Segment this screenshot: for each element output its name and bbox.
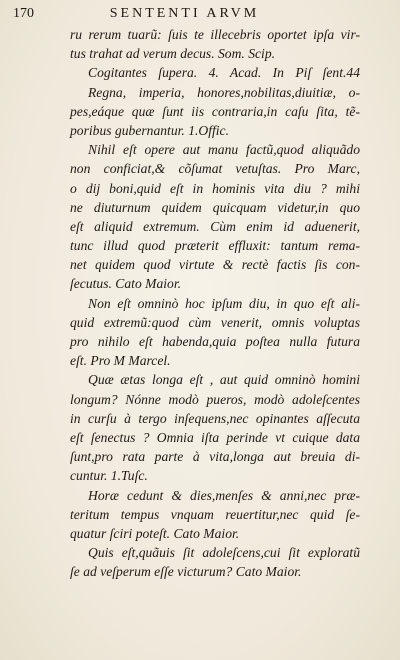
text-line: cuntur. 1.Tuſc.: [70, 468, 148, 484]
text-line: Cogitantes ſupera. 4. Acad. In Piſ ſent.44: [88, 65, 360, 81]
text-line: ſe ad veſperum eſſe victurum? Cato Maior.: [70, 564, 302, 580]
body-text: [70, 25, 360, 581]
text-line: quid extremũ:quod cùm venerit, omnis voluptas: [70, 314, 360, 330]
text-line: tus trahat ad verum decus. Som. Scip.: [70, 46, 276, 62]
running-head: SENTENTI ARVM: [109, 6, 260, 21]
text-line: quatur ſciri poteſt. Cato Maior.: [70, 525, 240, 541]
text-line: non conficiat,& cõſumat vetuſtas. Pro Marc,: [70, 161, 360, 177]
text-line: Quæ ætas longa eſt , aut quid omninò homini: [88, 372, 360, 388]
text-line: Quis eſt,quãuis ſit adoleſcens,cui ſit exploratũ: [88, 545, 360, 561]
text-line: ſecutus. Cato Maior.: [70, 276, 182, 292]
text-line: ru rerum tuarũ: ſuis te illecebris oportet ipſa vir-: [70, 27, 360, 42]
text-line: teritum tempus vnquam reuertitur,nec quid ſe-: [70, 506, 360, 522]
text-line: eſt aliquid extremum. Cùm enim id aduenerit,: [70, 218, 360, 234]
text-line: Nihil eſt opere aut manu factũ,quod aliquãdo: [88, 142, 360, 158]
text-line: Horæ cedunt & dies,menſes & anni,nec præ-: [88, 487, 360, 503]
text-line: eſt. Pro M Marcel.: [70, 353, 171, 369]
text-line: poribus gubernantur. 1.Offic.: [70, 122, 229, 138]
text-line: longum? Nónne modò pueros, modò adoleſcentes: [70, 391, 360, 407]
text-line: net quidem quod virtute & rectè factis ſis con-: [70, 257, 360, 273]
text-line: tunc illud quod præterit effluxit: tantum rema-: [70, 238, 360, 254]
text-line: o dij boni,quid eſt in hominis vita diu ? mihi: [70, 180, 360, 196]
text-line: pes,eáque quæ ſunt iis contraria,in caſu ſita, tẽ-: [70, 103, 360, 119]
text-line: Non eſt omninò hoc ipſum diu, in quo eſt ali-: [88, 295, 360, 311]
text-line: pro nihilo eſt habenda,quia poſtea nulla futura: [70, 334, 360, 349]
text-line: in curſu à tergo inſequens,nec opinantes aſſecuta: [70, 410, 360, 426]
page-header: [13, 6, 356, 26]
text-line: Regna, imperia, honores,nobilitas,diuitiæ, o-: [88, 84, 360, 100]
page-number: 170: [13, 6, 34, 21]
text-line: ne diuturnum quidem quicquam videtur,in quo: [70, 199, 360, 215]
text-line: ſunt,pro rata parte à vita,longa aut breuia di-: [70, 449, 360, 465]
text-line: eſt ſenectus ? Omnia iſta perinde vt cuique data: [70, 429, 360, 445]
